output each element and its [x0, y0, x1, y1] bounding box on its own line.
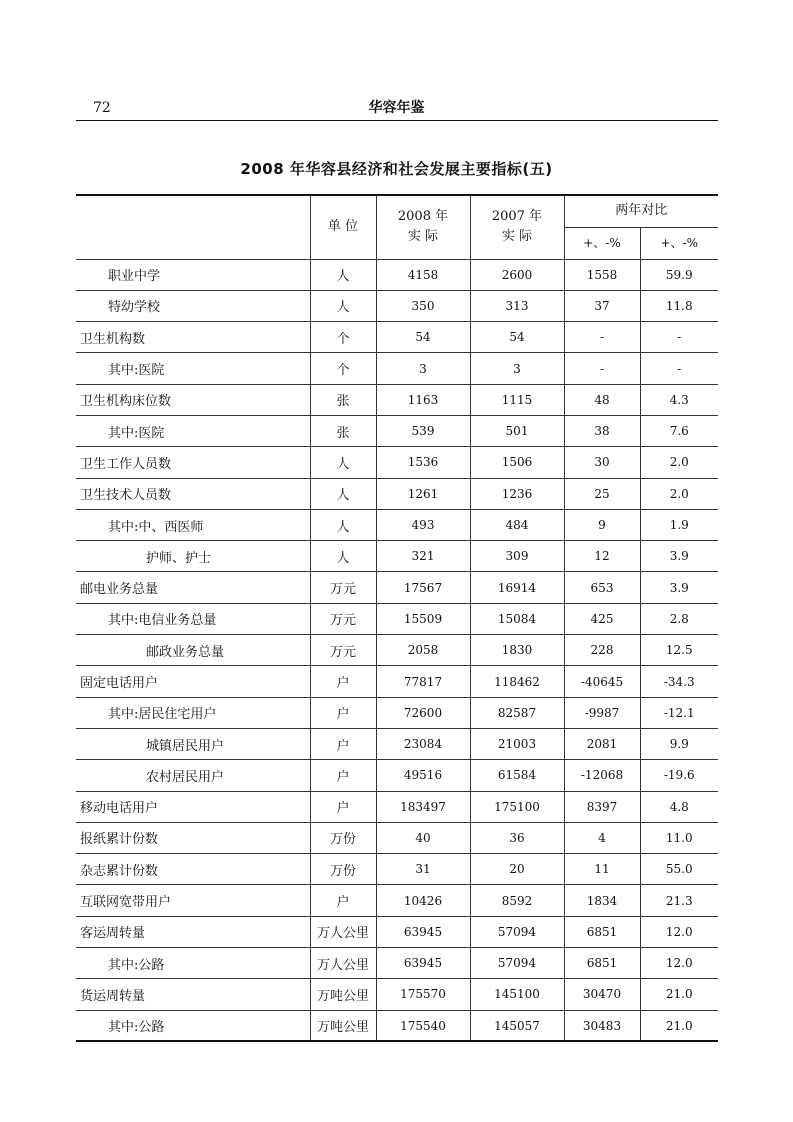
value-2008: 15509	[376, 603, 470, 634]
unit-cell: 人	[310, 290, 376, 321]
percent-change: 12.0	[640, 948, 718, 979]
value-2008: 1261	[376, 478, 470, 509]
percent-change: -34.3	[640, 666, 718, 697]
unit-cell: 户	[310, 728, 376, 759]
unit-cell: 户	[310, 666, 376, 697]
value-2008: 72600	[376, 697, 470, 728]
value-2007: 57094	[470, 916, 564, 947]
value-2007: 309	[470, 541, 564, 572]
change-value: 48	[564, 384, 640, 415]
percent-change: 55.0	[640, 854, 718, 885]
percent-change: 9.9	[640, 728, 718, 759]
percent-change: 59.9	[640, 259, 718, 290]
year-2008-label: 2008 年	[397, 209, 449, 225]
indicator-name: 卫生工作人员数	[76, 447, 310, 478]
table-row	[76, 791, 718, 822]
indicator-name: 卫生技术人员数	[76, 478, 310, 509]
unit-cell: 户	[310, 885, 376, 916]
value-2007: 175100	[470, 791, 564, 822]
change-value: -12068	[564, 760, 640, 791]
percent-header: +、-%	[640, 227, 718, 259]
change-value: 2081	[564, 728, 640, 759]
percent-change: 21.0	[640, 979, 718, 1010]
percent-change: 21.0	[640, 1010, 718, 1041]
indicator-name: 其中:居民住宅用户	[76, 697, 310, 728]
value-2008: 10426	[376, 885, 470, 916]
percent-change: 2.0	[640, 478, 718, 509]
change-value: 30483	[564, 1010, 640, 1041]
unit-cell: 万吨公里	[310, 1010, 376, 1041]
page-number: 72	[93, 100, 111, 116]
percent-change: 3.9	[640, 572, 718, 603]
percent-change: 11.0	[640, 822, 718, 853]
unit-cell: 人	[310, 509, 376, 540]
comparison-header: 两年对比	[564, 195, 718, 227]
value-2008: 3	[376, 353, 470, 384]
value-2007: 8592	[470, 885, 564, 916]
indicator-name: 其中:公路	[76, 1010, 310, 1041]
unit-cell: 户	[310, 791, 376, 822]
change-value: 4	[564, 822, 640, 853]
table-row	[76, 384, 718, 415]
change-value: 1558	[564, 259, 640, 290]
table-row	[76, 697, 718, 728]
indicator-name: 其中:医院	[76, 415, 310, 446]
indicator-name: 邮电业务总量	[76, 572, 310, 603]
value-2007: 36	[470, 822, 564, 853]
unit-cell: 万元	[310, 635, 376, 666]
percent-change: 3.9	[640, 541, 718, 572]
percent-change: 4.3	[640, 384, 718, 415]
value-2007: 82587	[470, 697, 564, 728]
table-row	[76, 979, 718, 1010]
value-2008: 23084	[376, 728, 470, 759]
unit-cell: 人	[310, 478, 376, 509]
indicator-name: 邮政业务总量	[76, 635, 310, 666]
value-2008: 175570	[376, 979, 470, 1010]
change-value: 425	[564, 603, 640, 634]
unit-cell: 万份	[310, 822, 376, 853]
percent-change: -	[640, 322, 718, 353]
value-2008: 493	[376, 509, 470, 540]
change-value: 11	[564, 854, 640, 885]
year-2007-actual-label: 实 际	[501, 229, 533, 245]
change-value: -40645	[564, 666, 640, 697]
indicator-name: 农村居民用户	[76, 760, 310, 791]
table-title: 2008 年华容县经济和社会发展主要指标(五)	[240, 160, 553, 178]
change-value: 9	[564, 509, 640, 540]
table-row	[76, 290, 718, 321]
value-2008: 2058	[376, 635, 470, 666]
change-value: 6851	[564, 948, 640, 979]
indicator-name: 职业中学	[76, 259, 310, 290]
table-row	[76, 948, 718, 979]
percent-change: 12.0	[640, 916, 718, 947]
unit-cell: 万人公里	[310, 916, 376, 947]
unit-cell: 张	[310, 415, 376, 446]
running-head: 华容年鉴	[368, 100, 425, 116]
value-2008: 31	[376, 854, 470, 885]
year-2008-actual-label: 实 际	[407, 229, 439, 245]
table-row	[76, 259, 718, 290]
table-row	[76, 666, 718, 697]
change-value: -	[564, 353, 640, 384]
change-value: 12	[564, 541, 640, 572]
value-2007: 1506	[470, 447, 564, 478]
indicator-name: 城镇居民用户	[76, 728, 310, 759]
value-2008: 63945	[376, 948, 470, 979]
indicator-name: 其中:电信业务总量	[76, 603, 310, 634]
table-row	[76, 822, 718, 853]
percent-change: 21.3	[640, 885, 718, 916]
change-value: 30	[564, 447, 640, 478]
change-value: -	[564, 322, 640, 353]
percent-change: 2.0	[640, 447, 718, 478]
value-2007: 118462	[470, 666, 564, 697]
table-row	[76, 447, 718, 478]
year-2008-header	[376, 195, 470, 259]
unit-cell: 万份	[310, 854, 376, 885]
year-2007-label: 2007 年	[491, 209, 543, 225]
value-2008: 77817	[376, 666, 470, 697]
indicator-name: 客运周转量	[76, 916, 310, 947]
indicator-name: 其中:医院	[76, 353, 310, 384]
percent-change: 4.8	[640, 791, 718, 822]
indicator-name: 卫生机构数	[76, 322, 310, 353]
value-2008: 1163	[376, 384, 470, 415]
change-header: +、-%	[564, 227, 640, 259]
indicator-name: 固定电话用户	[76, 666, 310, 697]
indicator-name: 报纸累计份数	[76, 822, 310, 853]
table-row	[76, 353, 718, 384]
value-2007: 2600	[470, 259, 564, 290]
change-value: 228	[564, 635, 640, 666]
unit-cell: 张	[310, 384, 376, 415]
value-2008: 54	[376, 322, 470, 353]
value-2007: 484	[470, 509, 564, 540]
value-2008: 17567	[376, 572, 470, 603]
unit-cell: 户	[310, 697, 376, 728]
table-row	[76, 728, 718, 759]
table-row	[76, 509, 718, 540]
value-2007: 61584	[470, 760, 564, 791]
unit-header: 单 位	[310, 195, 376, 259]
unit-cell: 人	[310, 447, 376, 478]
table-row	[76, 322, 718, 353]
indicator-table	[76, 194, 718, 1042]
value-2007: 501	[470, 415, 564, 446]
change-value: 37	[564, 290, 640, 321]
table-row	[76, 1010, 718, 1041]
table-row	[76, 478, 718, 509]
value-2007: 145100	[470, 979, 564, 1010]
value-2008: 49516	[376, 760, 470, 791]
change-value: 30470	[564, 979, 640, 1010]
indicator-name: 护师、护士	[76, 541, 310, 572]
percent-change: -19.6	[640, 760, 718, 791]
value-2007: 313	[470, 290, 564, 321]
indicator-name: 杂志累计份数	[76, 854, 310, 885]
table-row	[76, 635, 718, 666]
percent-change: 11.8	[640, 290, 718, 321]
change-value: 38	[564, 415, 640, 446]
percent-change: 12.5	[640, 635, 718, 666]
unit-cell: 人	[310, 541, 376, 572]
unit-cell: 人	[310, 259, 376, 290]
change-value: 25	[564, 478, 640, 509]
value-2007: 20	[470, 854, 564, 885]
table-row	[76, 854, 718, 885]
value-2007: 3	[470, 353, 564, 384]
value-2007: 1236	[470, 478, 564, 509]
value-2008: 4158	[376, 259, 470, 290]
header-rule	[76, 120, 718, 121]
table-row	[76, 415, 718, 446]
indicator-name: 特幼学校	[76, 290, 310, 321]
indicator-name: 卫生机构床位数	[76, 384, 310, 415]
value-2007: 1115	[470, 384, 564, 415]
value-2008: 63945	[376, 916, 470, 947]
unit-cell: 万吨公里	[310, 979, 376, 1010]
value-2008: 1536	[376, 447, 470, 478]
table-row	[76, 572, 718, 603]
change-value: 653	[564, 572, 640, 603]
value-2008: 539	[376, 415, 470, 446]
value-2007: 57094	[470, 948, 564, 979]
change-value: 8397	[564, 791, 640, 822]
unit-cell: 万人公里	[310, 948, 376, 979]
unit-cell: 万元	[310, 603, 376, 634]
table-row	[76, 760, 718, 791]
percent-change: 1.9	[640, 509, 718, 540]
value-2007: 1830	[470, 635, 564, 666]
value-2007: 16914	[470, 572, 564, 603]
value-2007: 15084	[470, 603, 564, 634]
year-2007-header	[470, 195, 564, 259]
value-2008: 175540	[376, 1010, 470, 1041]
table-row	[76, 603, 718, 634]
value-2008: 321	[376, 541, 470, 572]
unit-cell: 万元	[310, 572, 376, 603]
indicator-name: 移动电话用户	[76, 791, 310, 822]
unit-cell: 个	[310, 322, 376, 353]
indicator-name: 互联网宽带用户	[76, 885, 310, 916]
percent-change: 7.6	[640, 415, 718, 446]
percent-change: -12.1	[640, 697, 718, 728]
indicator-header	[76, 195, 310, 259]
unit-cell: 个	[310, 353, 376, 384]
change-value: -9987	[564, 697, 640, 728]
value-2007: 54	[470, 322, 564, 353]
table-row	[76, 885, 718, 916]
value-2007: 21003	[470, 728, 564, 759]
percent-change: -	[640, 353, 718, 384]
table-row	[76, 541, 718, 572]
value-2008: 350	[376, 290, 470, 321]
value-2007: 145057	[470, 1010, 564, 1041]
change-value: 1834	[564, 885, 640, 916]
unit-cell: 户	[310, 760, 376, 791]
change-value: 6851	[564, 916, 640, 947]
indicator-name: 其中:公路	[76, 948, 310, 979]
table-row	[76, 916, 718, 947]
percent-change: 2.8	[640, 603, 718, 634]
value-2008: 183497	[376, 791, 470, 822]
table-body	[76, 259, 718, 1041]
indicator-name: 其中:中、西医师	[76, 509, 310, 540]
indicator-name: 货运周转量	[76, 979, 310, 1010]
value-2008: 40	[376, 822, 470, 853]
